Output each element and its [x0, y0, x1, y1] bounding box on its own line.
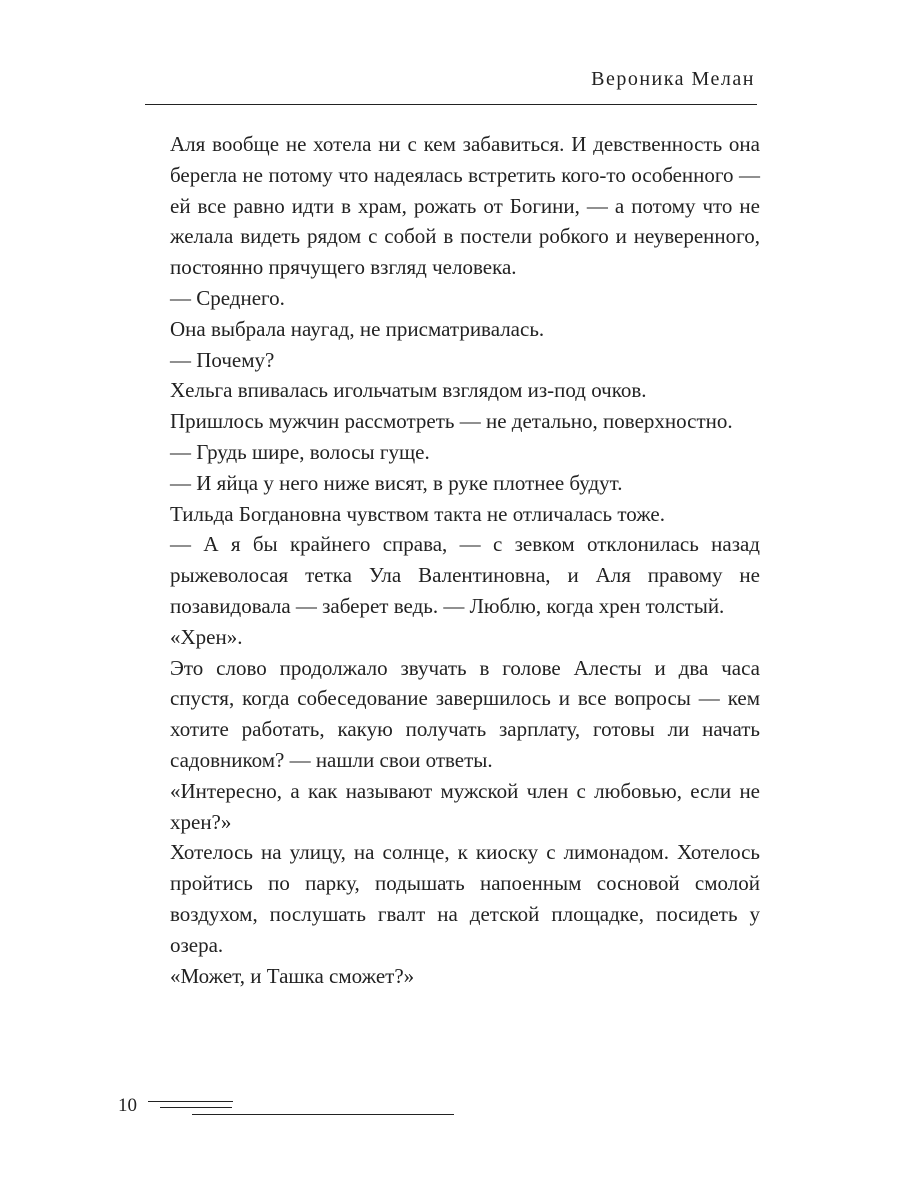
paragraph: — Среднего.	[170, 285, 285, 310]
body-text	[170, 129, 760, 991]
paragraph: «Может, и Ташка сможет?»	[170, 963, 415, 988]
paragraph: Тильда Богдановна чувством такта не отличалась тоже.	[170, 501, 665, 526]
paragraph: — Грудь шире, волосы гуще.	[170, 439, 430, 464]
paragraph: Хельга впивалась игольчатым взглядом из-под очков.	[170, 378, 647, 403]
paragraph: Пришлось мужчин рассмотреть — не детально, поверхностно.	[170, 409, 733, 434]
paragraph: — И яйца у него ниже висят, в руке плотнее будут.	[170, 470, 623, 495]
paragraph: Хотелось на улицу, на солнце, к киоску с лимонадом. Хотелось пройтись по парку, подышать напоенным сосновой смолой воздухом, послушать гвалт на детской площадке, посидеть у озера.	[170, 840, 760, 957]
page-number: 10	[118, 1095, 137, 1116]
header-rule	[145, 104, 757, 105]
paragraph: — А я бы крайнего справа, — с зевком отклонилась назад рыжеволосая тетка Ула Валентиновна, и Аля правому не позавидовала — заберет ведь. — Люблю, когда хрен толстый.	[170, 532, 760, 618]
footer-rule-middle	[160, 1107, 232, 1108]
paragraph: «Интересно, а как называют мужской член с любовью, если не хрен?»	[170, 778, 760, 834]
footer-rule-upper	[148, 1101, 233, 1102]
paragraph: Аля вообще не хотела ни с кем забавиться. И девственность она берегла не потому что надеялась встретить кого-то особенного — ей все равно идти в храм, рожать от Богини, — а потому что не желала видеть рядом с собой в постели робкого и неуверенного, постоянно прячущего взгляд человека.	[170, 132, 760, 280]
paragraph: Это слово продолжало звучать в голове Алесты и два часа спустя, когда собеседование завершилось и все вопросы — кем хотите работать, какую получать зарплату, готовы ли начать садовником? — нашли свои ответы.	[170, 655, 760, 772]
paragraph: Она выбрала наугад, не присматривалась.	[170, 316, 545, 341]
paragraph: — Почему?	[170, 347, 275, 372]
footer-rule-long	[192, 1114, 454, 1115]
running-head-title: Вероника Мелан	[591, 68, 755, 90]
paragraph: «Хрен».	[170, 624, 243, 649]
